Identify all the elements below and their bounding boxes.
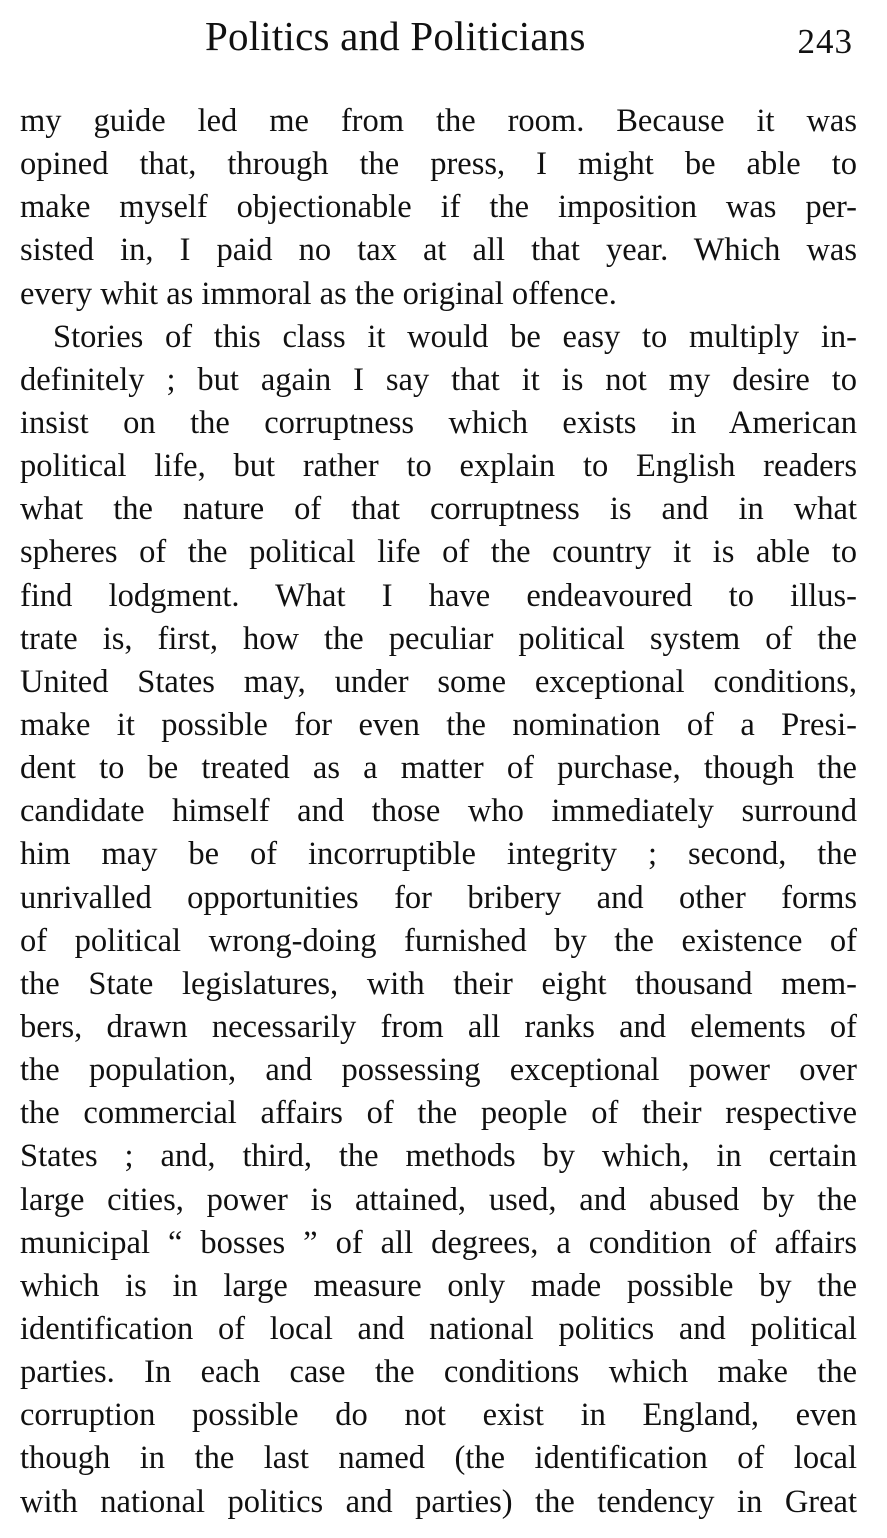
text-line: spheres of the political life of the country it is able to [20, 534, 857, 571]
text-line: unrivalled opportunities for bribery and other forms [20, 879, 857, 916]
text-line: every whit as immoral as the original offence. [20, 275, 617, 312]
text-line: definitely ; but again I say that it is not my desire to [20, 361, 857, 398]
text-line: parties. In each case the conditions which make the [20, 1354, 857, 1391]
text-line: bers, drawn necessarily from all ranks and elements of [20, 1008, 857, 1045]
text-line: sisted in, I paid no tax at all that year. Which was [20, 232, 857, 269]
paragraph-start-line: Stories of this class it would be easy to multiply in- [53, 318, 857, 355]
text-line: with national politics and parties) the tendency in Great [20, 1483, 857, 1520]
text-line: opined that, through the press, I might be able to [20, 146, 857, 183]
text-line: political life, but rather to explain to English readers [20, 448, 857, 485]
page-number: 243 [797, 22, 853, 61]
text-line: though in the last named (the identification of local [20, 1440, 857, 1477]
text-line: of political wrong-doing furnished by the existence of [20, 922, 857, 959]
text-line: corruption possible do not exist in England, even [20, 1397, 857, 1434]
text-line: the commercial affairs of the people of their respective [20, 1095, 857, 1132]
text-line: what the nature of that corruptness is and in what [20, 491, 857, 528]
text-line: make it possible for even the nomination of a Presi- [20, 706, 857, 743]
text-line: which is in large measure only made possible by the [20, 1267, 857, 1304]
text-line: trate is, first, how the peculiar political system of the [20, 620, 857, 657]
text-line: find lodgment. What I have endeavoured to illus- [20, 577, 857, 614]
running-title: Politics and Politicians [205, 13, 586, 59]
text-line: my guide led me from the room. Because it was [20, 103, 857, 139]
text-line: identification of local and national politics and political [20, 1310, 857, 1347]
text-line: make myself objectionable if the imposition was per- [20, 189, 857, 226]
text-line: insist on the corruptness which exists in American [20, 404, 857, 441]
text-line: him may be of incorruptible integrity ; second, the [20, 836, 857, 873]
text-line: municipal “ bosses ” of all degrees, a condition of affairs [20, 1224, 857, 1261]
text-line: United States may, under some exceptional conditions, [20, 663, 857, 700]
body-text [20, 100, 857, 1524]
text-line: the population, and possessing exceptional power over [20, 1052, 857, 1089]
text-line: large cities, power is attained, used, and abused by the [20, 1181, 857, 1218]
text-line: the State legislatures, with their eight thousand mem- [20, 965, 857, 1002]
running-header [0, 10, 887, 62]
text-line: dent to be treated as a matter of purchase, though the [20, 750, 857, 787]
text-line: States ; and, third, the methods by which, in certain [20, 1138, 857, 1175]
text-line: candidate himself and those who immediately surround [20, 793, 857, 830]
